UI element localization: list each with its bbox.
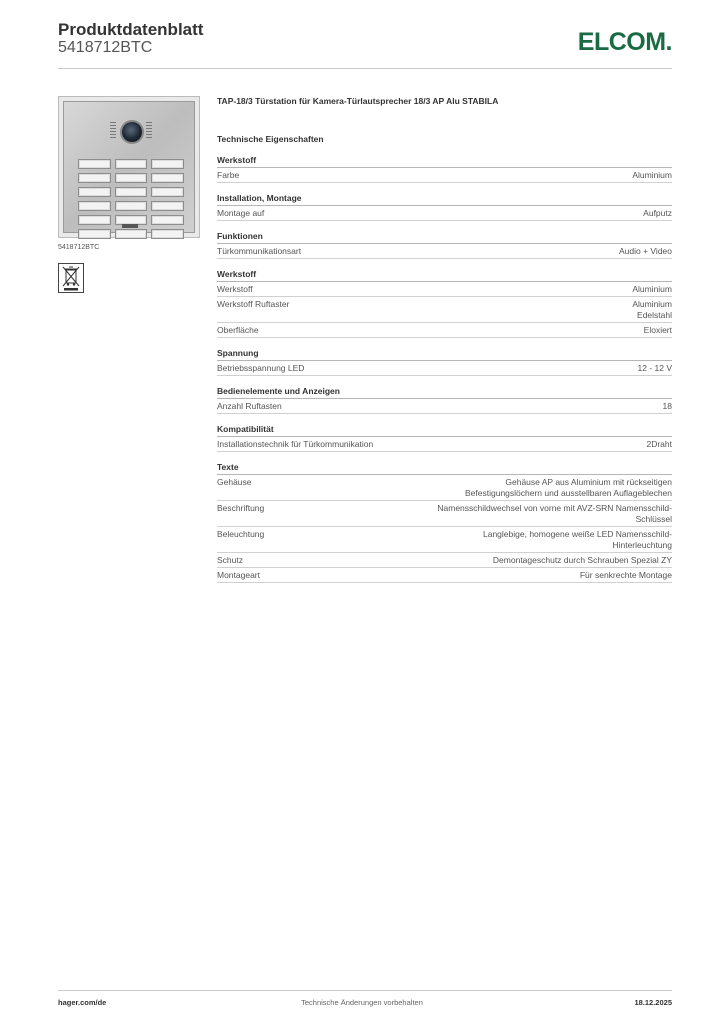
camera-lens xyxy=(120,120,144,144)
spec-label: Installationstechnik für Türkommunikation xyxy=(217,439,374,449)
spec-value-line: Für senkrechte Montage xyxy=(579,570,672,580)
spec-label: Farbe xyxy=(217,170,240,180)
spec-value xyxy=(663,401,672,412)
spec-value xyxy=(580,570,672,581)
specification-groups xyxy=(217,155,672,583)
spec-label: Werkstoff xyxy=(217,284,253,294)
spec-group-title: Installation, Montage xyxy=(217,193,672,206)
header-divider xyxy=(58,68,672,69)
spec-group xyxy=(217,386,672,414)
name-button xyxy=(151,201,184,211)
spec-row xyxy=(217,168,672,183)
spec-label: Gehäuse xyxy=(217,477,252,487)
name-button xyxy=(78,187,111,197)
footer-disclaimer: Technische Änderungen vorbehalten xyxy=(301,998,423,1007)
article-number: 5418712BTC xyxy=(58,39,153,56)
spec-label: Oberfläche xyxy=(217,325,259,335)
spec-value xyxy=(483,529,672,551)
spec-row xyxy=(217,297,672,323)
spec-value xyxy=(644,325,672,336)
name-button xyxy=(151,173,184,183)
spec-label: Schutz xyxy=(217,555,243,565)
spec-label: Türkommunikationsart xyxy=(217,246,302,256)
spec-group-title: Spannung xyxy=(217,348,672,361)
spec-value-line: 12 - 12 V xyxy=(637,363,672,373)
spec-group xyxy=(217,462,672,583)
spec-value-line: Aluminium xyxy=(632,170,672,180)
spec-row xyxy=(217,568,672,583)
name-button xyxy=(151,187,184,197)
spec-value xyxy=(493,555,672,566)
spec-row xyxy=(217,501,672,527)
spec-row xyxy=(217,282,672,297)
spec-label: Beschriftung xyxy=(217,503,265,513)
spec-value xyxy=(619,246,672,257)
name-button xyxy=(78,201,111,211)
spec-value xyxy=(632,284,672,295)
spec-value xyxy=(638,363,673,374)
spec-label: Montageart xyxy=(217,570,260,580)
spec-value-line: Aufputz xyxy=(643,208,672,218)
elcom-logo: ELCOM. xyxy=(577,28,672,56)
spec-group xyxy=(217,231,672,259)
name-button xyxy=(115,187,148,197)
spec-row xyxy=(217,323,672,338)
spec-row xyxy=(217,206,672,221)
footer-divider xyxy=(58,990,672,991)
name-button xyxy=(78,215,111,225)
spec-row xyxy=(217,244,672,259)
name-button xyxy=(115,159,148,169)
spec-group-title: Bedienelemente und Anzeigen xyxy=(217,386,672,399)
spec-group xyxy=(217,424,672,452)
spec-value-line: Hinterleuchtung xyxy=(612,540,672,550)
spec-group-title: Funktionen xyxy=(217,231,672,244)
name-button xyxy=(115,229,148,239)
image-caption: 5418712BTC xyxy=(58,244,100,251)
spec-row xyxy=(217,437,672,452)
name-button xyxy=(151,159,184,169)
product-image xyxy=(58,96,200,238)
spec-value-line: Langlebige, homogene weiße LED Namensschild- xyxy=(483,529,672,539)
product-title: TAP-18/3 Türstation für Kamera-Türlautsprecher 18/3 AP Alu STABILA xyxy=(217,96,499,106)
spec-value-line: Schlüssel xyxy=(635,514,672,524)
spec-value-line: Befestigungslöchern und ausstellbaren Auflageblechen xyxy=(465,488,672,498)
spec-group-title: Werkstoff xyxy=(217,269,672,282)
spec-group xyxy=(217,155,672,183)
spec-value-line: Eloxiert xyxy=(643,325,672,335)
spec-value-line: Namensschildwechsel von vorne mit AVZ-SRN Namensschild- xyxy=(437,503,672,513)
section-title: Technische Eigenschaften xyxy=(217,134,324,144)
spec-value-line: Aluminium xyxy=(632,299,672,309)
spec-value-line: Demontageschutz durch Schrauben Spezial ZY xyxy=(492,555,672,565)
spec-group xyxy=(217,348,672,376)
spec-value-line: Edelstahl xyxy=(637,310,672,320)
spec-value-line: 18 xyxy=(662,401,672,411)
name-button xyxy=(151,215,184,225)
spec-value-line: Aluminium xyxy=(632,284,672,294)
spec-group-title: Kompatibilität xyxy=(217,424,672,437)
spec-label: Anzahl Ruftasten xyxy=(217,401,282,411)
name-button xyxy=(115,201,148,211)
spec-value xyxy=(632,299,672,321)
name-button xyxy=(78,159,111,169)
spec-value-line: Gehäuse AP aus Aluminium mit rückseitigen xyxy=(505,477,672,487)
footer-website: hager.com/de xyxy=(58,998,107,1007)
speaker-grille-right xyxy=(146,122,152,138)
spec-row xyxy=(217,475,672,501)
spec-label: Werkstoff Ruftaster xyxy=(217,299,290,309)
spec-value xyxy=(437,503,672,525)
spec-group xyxy=(217,269,672,338)
spec-group-title: Texte xyxy=(217,462,672,475)
spec-row xyxy=(217,399,672,414)
spec-value xyxy=(646,439,672,450)
name-button xyxy=(78,173,111,183)
document-title: Produktdatenblatt xyxy=(58,20,204,39)
name-button xyxy=(115,173,148,183)
spec-value xyxy=(643,208,672,219)
spec-value xyxy=(632,170,672,181)
door-station-plate xyxy=(63,101,195,233)
name-button xyxy=(78,229,111,239)
spec-value xyxy=(465,477,672,499)
spec-value-line: Audio + Video xyxy=(618,246,672,256)
spec-label: Betriebsspannung LED xyxy=(217,363,305,373)
brand-plate xyxy=(122,224,138,228)
footer-date: 18.12.2025 xyxy=(634,998,672,1007)
spec-value-line: 2Draht xyxy=(646,439,672,449)
spec-group xyxy=(217,193,672,221)
specification-content xyxy=(217,96,672,593)
spec-group-title: Werkstoff xyxy=(217,155,672,168)
spec-label: Beleuchtung xyxy=(217,529,265,539)
speaker-grille-left xyxy=(110,122,116,138)
spec-label: Montage auf xyxy=(217,208,265,218)
weee-disposal-icon xyxy=(58,263,84,293)
name-button xyxy=(151,229,184,239)
spec-row xyxy=(217,527,672,553)
spec-row xyxy=(217,553,672,568)
spec-row xyxy=(217,361,672,376)
